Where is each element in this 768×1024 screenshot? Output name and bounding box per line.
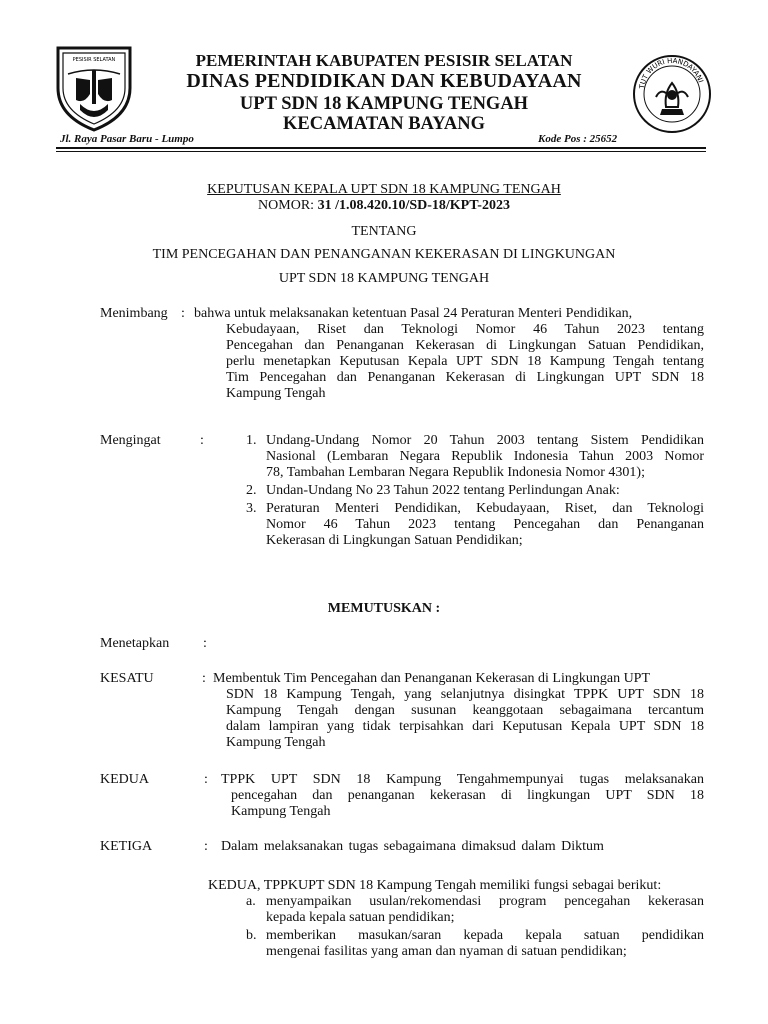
ketiga-item-b-line-1: memberikan masukan/saran kepada kepala satuan pendidikan: [266, 928, 704, 943]
menimbang-colon: :: [181, 306, 185, 321]
kedua-line-2: pencegahan dan penanganan kekerasan di lingkungan UPT SDN 18: [231, 788, 704, 803]
ketiga-item-a: [266, 894, 704, 926]
letterhead-rule-thin: [56, 151, 706, 152]
mengingat-item-3: [266, 501, 704, 549]
mengingat-item-1-line-1: Undang-Undang Nomor 20 Tahun 2003 tentang Sistem Pendidikan: [266, 433, 704, 448]
mengingat-item-3-line-3: Kekerasan di Lingkungan Satuan Pendidikan;: [266, 533, 523, 548]
ketiga-item-b: [266, 928, 704, 960]
ketiga-item-a-line-2: kepada kepala satuan pendidikan;: [266, 910, 455, 925]
mengingat-item-2: Undan-Undang No 23 Tahun 2022 tentang Perlindungan Anak:: [266, 483, 620, 498]
mengingat-item-1-line-3: 78, Tambahan Lembaran Negara Republik Indonesia Nomor 4301);: [266, 465, 645, 480]
mengingat-colon: :: [200, 433, 204, 448]
menimbang-line-4: perlu menetapkan Keputusan Kepala UPT SDN 18 Kampung Tengah tentang: [226, 354, 704, 369]
ketiga-letter-a: a.: [246, 894, 256, 909]
about-heading: TENTANG: [351, 224, 417, 239]
header-government: PEMERINTAH KABUPATEN PESISIR SELATAN: [195, 51, 573, 70]
ketiga-colon: :: [204, 839, 208, 854]
ketiga-line-1: Dalam melaksanakan tugas sebagaimana dimaksud dalam Diktum: [221, 839, 604, 854]
kesatu-body: [226, 687, 704, 751]
decree-number-label: NOMOR:: [258, 198, 315, 213]
menimbang-line-1: bahwa untuk melaksanakan ketentuan Pasal 24 Peraturan Menteri Pendidikan,: [194, 306, 633, 321]
menimbang-line-5: Tim Pencegahan dan Penanganan Kekerasan di Lingkungan UPT SDN 18: [226, 370, 704, 385]
mengingat-num-1: 1.: [246, 433, 257, 448]
header-agency: DINAS PENDIDIKAN DAN KEBUDAYAAN: [186, 70, 582, 92]
mengingat-item-1-line-2: Nasional (Lembaran Negara Republik Indonesia Tahun 2003 Nomor: [266, 449, 704, 464]
kedua-body: [231, 788, 704, 820]
mengingat-item-1: [266, 433, 704, 481]
memutuskan-heading: MEMUTUSKAN :: [327, 601, 441, 616]
svg-text:TUT WURI HANDAYANI: TUT WURI HANDAYANI: [638, 56, 705, 90]
kesatu-colon: :: [202, 671, 206, 686]
header-district: KECAMATAN BAYANG: [283, 114, 485, 134]
subject-line-1: TIM PENCEGAHAN DAN PENANGANAN KEKERASAN DI LINGKUNGAN: [152, 247, 616, 262]
kesatu-line-4: dalam lampiran yang tidak terpisahkan dari Keputusan Kepala UPT SDN 18: [226, 719, 704, 734]
ketiga-label: KETIGA: [100, 839, 153, 854]
ketiga-line-2: KEDUA, TPPKUPT SDN 18 Kampung Tengah memiliki fungsi sebagai berikut:: [208, 878, 662, 893]
kedua-colon: :: [204, 772, 208, 787]
mengingat-num-3: 3.: [246, 501, 257, 516]
mengingat-item-3-line-2: Nomor 46 Tahun 2023 tentang Pencegahan dan Penanganan: [266, 517, 704, 532]
menimbang-body: [226, 322, 704, 402]
ketiga-item-a-line-1: menyampaikan usulan/rekomendasi program pencegahan kekerasan: [266, 894, 704, 909]
school-address: Jl. Raya Pasar Baru - Lumpo: [60, 133, 194, 145]
kesatu-line-2: SDN 18 Kampung Tengah, yang selanjutnya disingkat TPPK UPT SDN 18: [226, 687, 704, 702]
letterhead-rule-thick: [56, 147, 706, 149]
subject-line-2: UPT SDN 18 KAMPUNG TENGAH: [278, 271, 490, 286]
kedua-line-1: TPPK UPT SDN 18 Kampung Tengahmempunyai tugas melaksanakan: [221, 772, 704, 787]
menimbang-label: Menimbang: [100, 306, 168, 321]
menimbang-line-2: Kebudayaan, Riset dan Teknologi Nomor 46 Tahun 2023 tentang: [226, 322, 704, 337]
kesatu-line-3: Kampung Tengah dengan susunan keanggotaan sebagaimana tercantum: [226, 703, 704, 718]
header-school: UPT SDN 18 KAMPUNG TENGAH: [239, 94, 529, 114]
decree-number: [0, 198, 768, 214]
menetapkan-label: Menetapkan: [100, 636, 170, 651]
kedua-line-1-wrap: [221, 772, 704, 788]
mengingat-item-3-line-1: Peraturan Menteri Pendidikan, Kebudayaan, Riset, dan Teknologi: [266, 501, 704, 516]
tut-wuri-handayani-logo: [630, 53, 714, 135]
postal-code: Kode Pos : 25652: [538, 133, 618, 145]
kedua-label: KEDUA: [100, 772, 149, 787]
mengingat-num-2: 2.: [246, 483, 257, 498]
kedua-line-3: Kampung Tengah: [231, 804, 331, 819]
ketiga-letter-b: b.: [246, 928, 257, 943]
menimbang-line-3: Pencegahan dan Penanganan Kekerasan di Lingkungan Satuan Pendidikan,: [226, 338, 704, 353]
menetapkan-colon: :: [203, 636, 207, 651]
svg-text:PESISIR SELATAN: PESISIR SELATAN: [72, 57, 116, 63]
kesatu-line-5: Kampung Tengah: [226, 735, 326, 750]
ketiga-item-b-line-2: mengenai fasilitas yang aman dan nyaman di satuan pendidikan;: [266, 944, 627, 959]
menimbang-line-6: Kampung Tengah: [226, 386, 326, 401]
mengingat-label: Mengingat: [100, 433, 161, 448]
kesatu-line-1: Membentuk Tim Pencegahan dan Penanganan Kekerasan di Lingkungan UPT: [213, 671, 651, 686]
kesatu-label: KESATU: [100, 671, 154, 686]
decree-title: KEPUTUSAN KEPALA UPT SDN 18 KAMPUNG TENGAH: [207, 182, 561, 197]
decree-number-value: 31 /1.08.420.10/SD-18/KPT-2023: [317, 198, 510, 213]
